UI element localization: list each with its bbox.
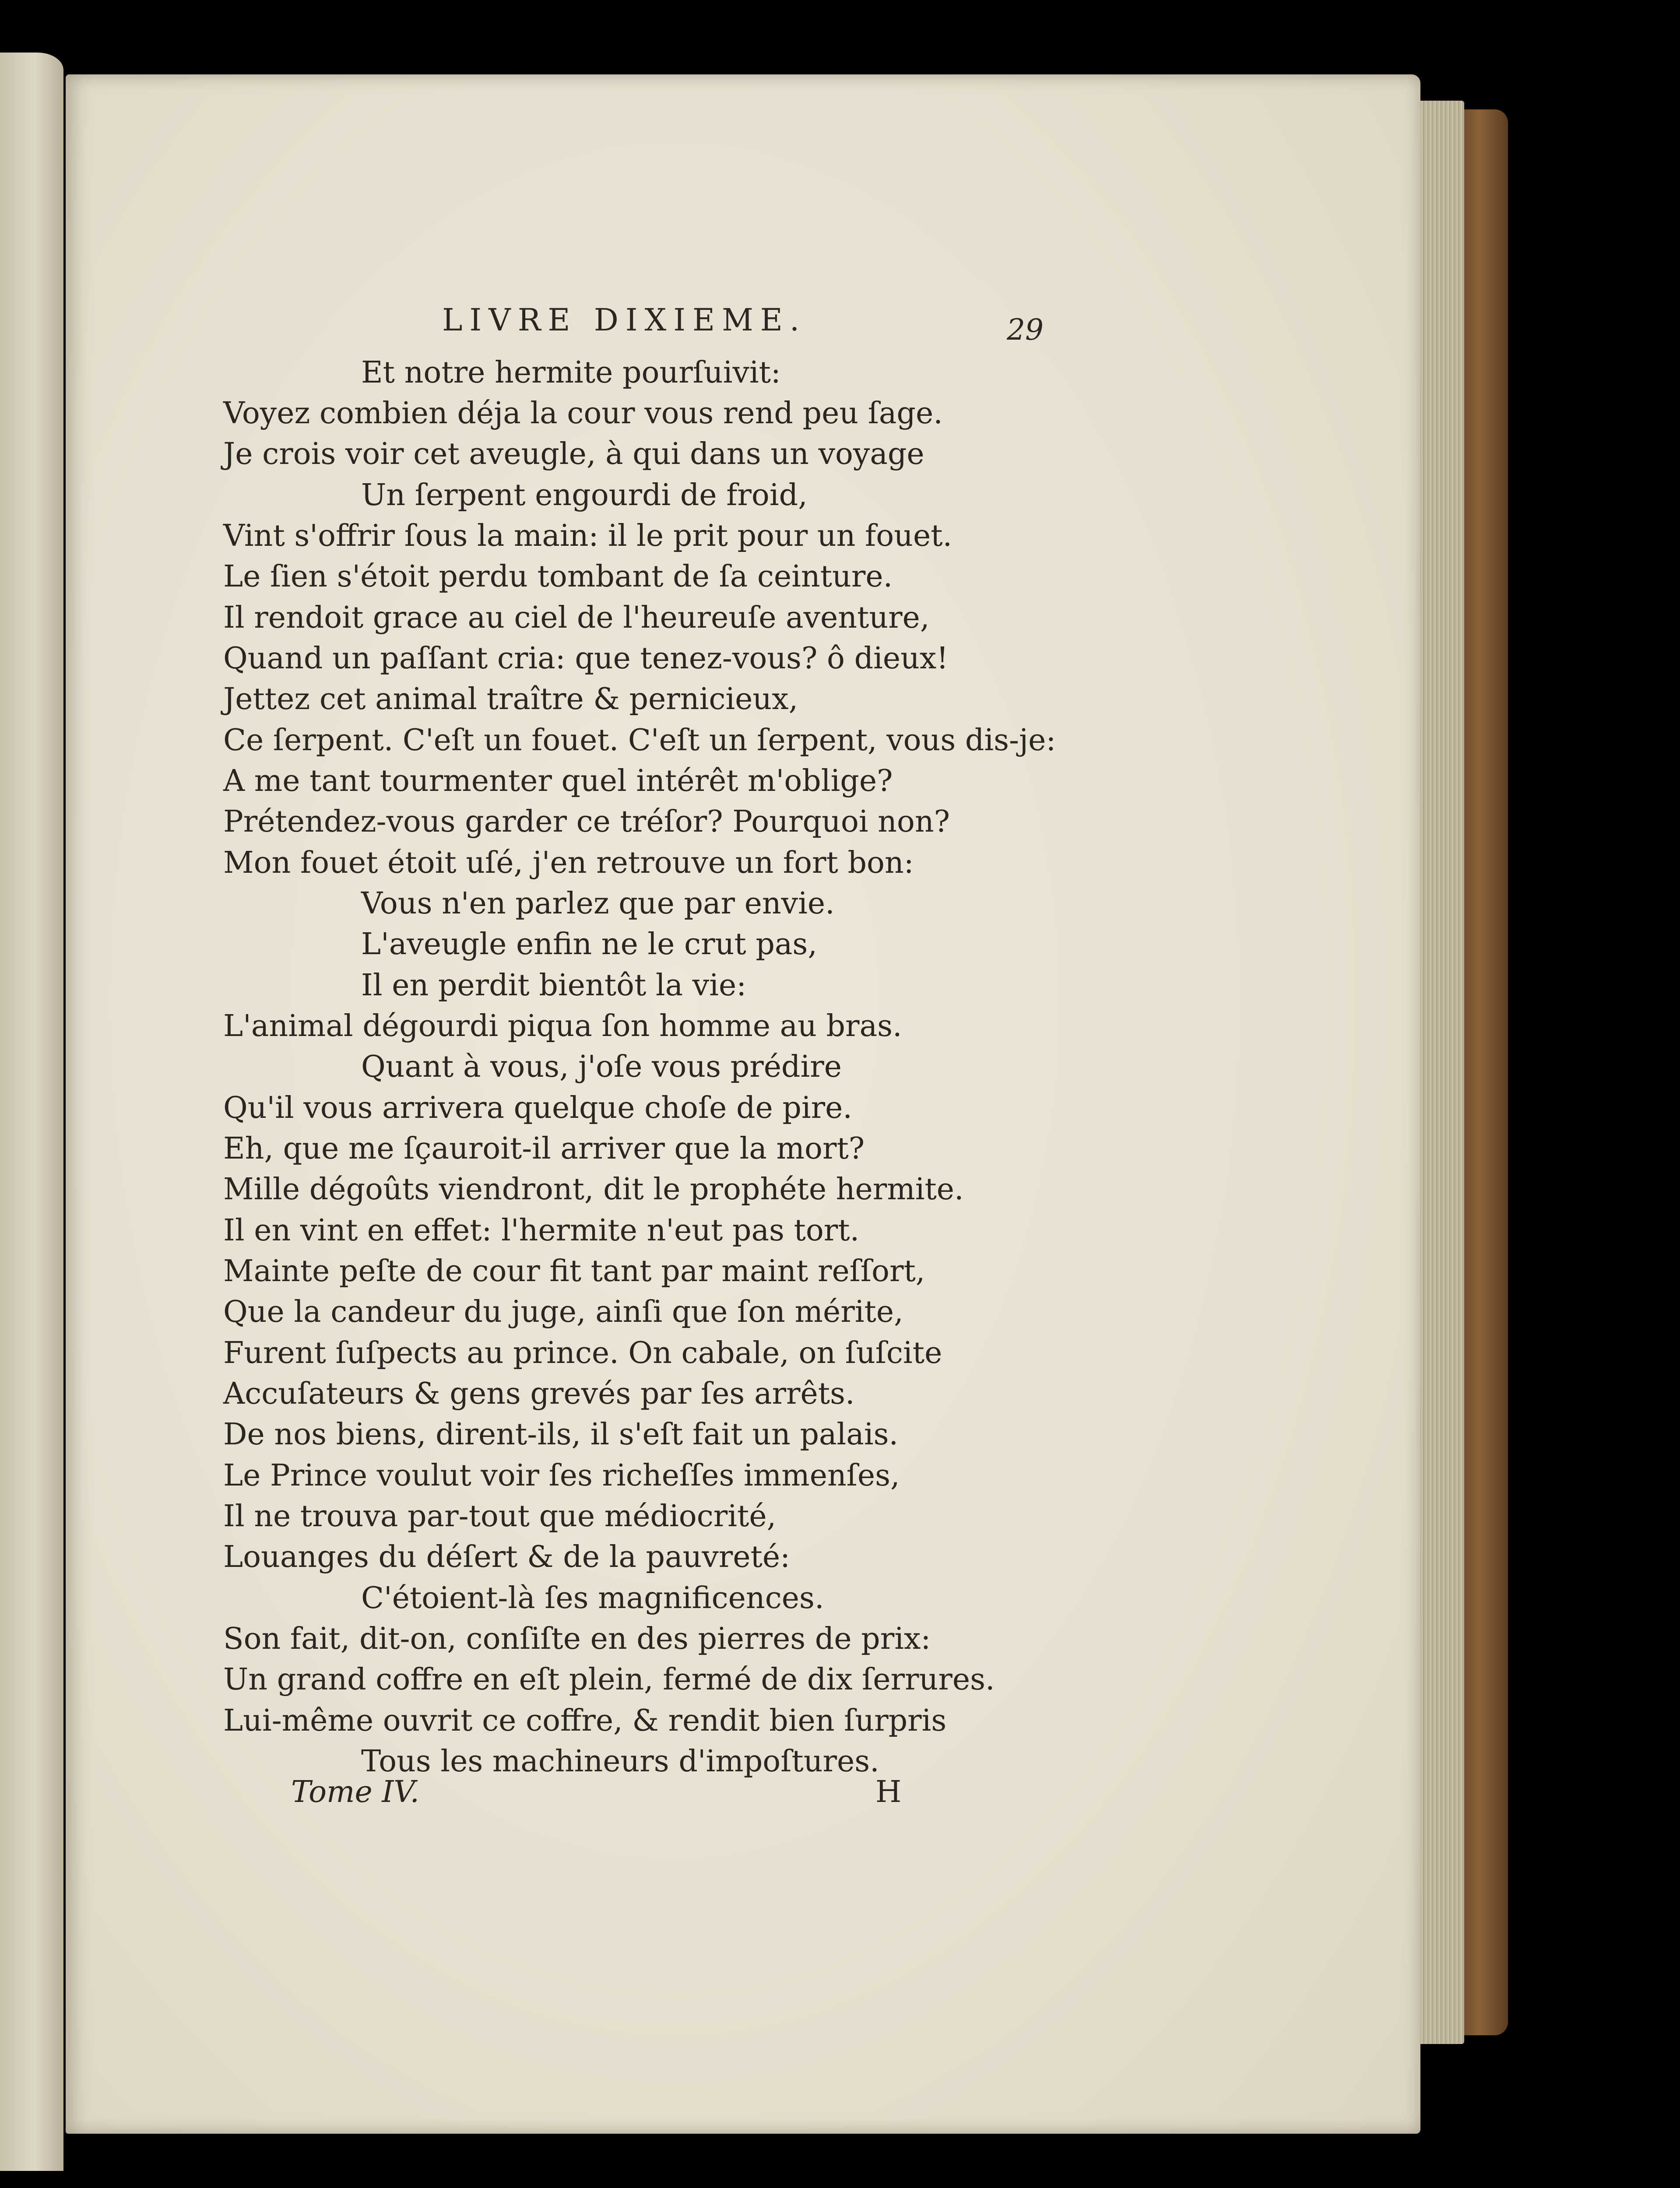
volume-signature: Tome IV. — [291, 1775, 420, 1809]
verse-line: Qu'il vous arrivera quelque choſe de pire. — [223, 1091, 852, 1125]
verse-line: Un ſerpent engourdi de froid, — [361, 478, 808, 513]
verse-line: Jettez cet animal traître & pernicieux, — [223, 682, 798, 716]
verse-line: Il rendoit grace au ciel de l'heureuſe aventure, — [223, 601, 930, 635]
verse-line: Vous n'en parlez que par envie. — [361, 886, 835, 921]
verse-line: L'animal dégourdi piqua ſon homme au bras. — [223, 1009, 902, 1043]
verse-line: Il en vint en effet: l'hermite n'eut pas tort. — [223, 1213, 860, 1248]
verse-line: Voyez combien déja la cour vous rend peu ſage. — [223, 396, 943, 431]
verse-line: Son fait, dit-on, conſiſte en des pierres de prix: — [223, 1622, 931, 1656]
verse-line: Et notre hermite pourſuivit: — [361, 355, 781, 390]
verse-line: Louanges du déſert & de la pauvreté: — [223, 1540, 791, 1574]
verse-line: Ce ſerpent. C'eſt un fouet. C'eſt un ſerpent, vous dis-je: — [223, 723, 1056, 758]
facing-page-edge — [0, 53, 63, 2171]
verse-line: Il en perdit bientôt la vie: — [361, 968, 747, 1003]
verse-line: Accuſateurs & gens grevés par ſes arrêts. — [223, 1377, 855, 1411]
verse-line: Vint s'offrir ſous la main: il le prit pour un fouet. — [223, 519, 952, 553]
verse-line: Prétendez-vous garder ce tréſor? Pourquoi non? — [223, 804, 950, 839]
verse-line: De nos biens, dirent-ils, il s'eſt fait un palais. — [223, 1417, 899, 1452]
verse-line: Un grand coffre en eſt plein, fermé de dix ſerrures. — [223, 1662, 995, 1697]
verse-line: Quant à vous, j'oſe vous prédire — [361, 1050, 842, 1084]
verse-line: Lui-même ouvrit ce coffre, & rendit bien ſurpris — [223, 1703, 947, 1738]
verse-line: Mon fouet étoit uſé, j'en retrouve un fort bon: — [223, 846, 914, 880]
book-binding — [1460, 109, 1508, 2035]
verse-line: Je crois voir cet aveugle, à qui dans un voyage — [223, 437, 924, 471]
verse-line: Que la candeur du juge, ainſi que ſon mérite, — [223, 1295, 903, 1329]
verse-line: Le Prince voulut voir ſes richeſſes immenſes, — [223, 1458, 900, 1493]
verse-line: Mainte peſte de cour fit tant par maint reſſort, — [223, 1254, 925, 1289]
verse-line: Le ſien s'étoit perdu tombant de ſa ceinture. — [223, 559, 893, 594]
verse-line: A me tant tourmenter quel intérêt m'oblige? — [223, 764, 893, 798]
verse-line: Furent ſuſpects au prince. On cabale, on ſuſcite — [223, 1336, 942, 1370]
page-number: 29 — [1007, 313, 1044, 347]
running-head: LIVRE DIXIEME. — [442, 302, 807, 338]
verse-line: Il ne trouva par-tout que médiocrité, — [223, 1499, 777, 1534]
gathering-mark: H — [875, 1775, 902, 1809]
verse-line: Quand un paſſant cria: que tenez-vous? ô dieux! — [223, 641, 949, 676]
verse-line: C'étoient-là ſes magnificences. — [361, 1581, 824, 1616]
verse-line: L'aveugle enfin ne le crut pas, — [361, 927, 817, 962]
verse-line: Eh, que me ſçauroit-il arriver que la mort? — [223, 1131, 865, 1166]
verse-line: Mille dégoûts viendront, dit le prophéte hermite. — [223, 1172, 964, 1207]
verse-line: Tous les machineurs d'impoſtures. — [361, 1744, 879, 1779]
